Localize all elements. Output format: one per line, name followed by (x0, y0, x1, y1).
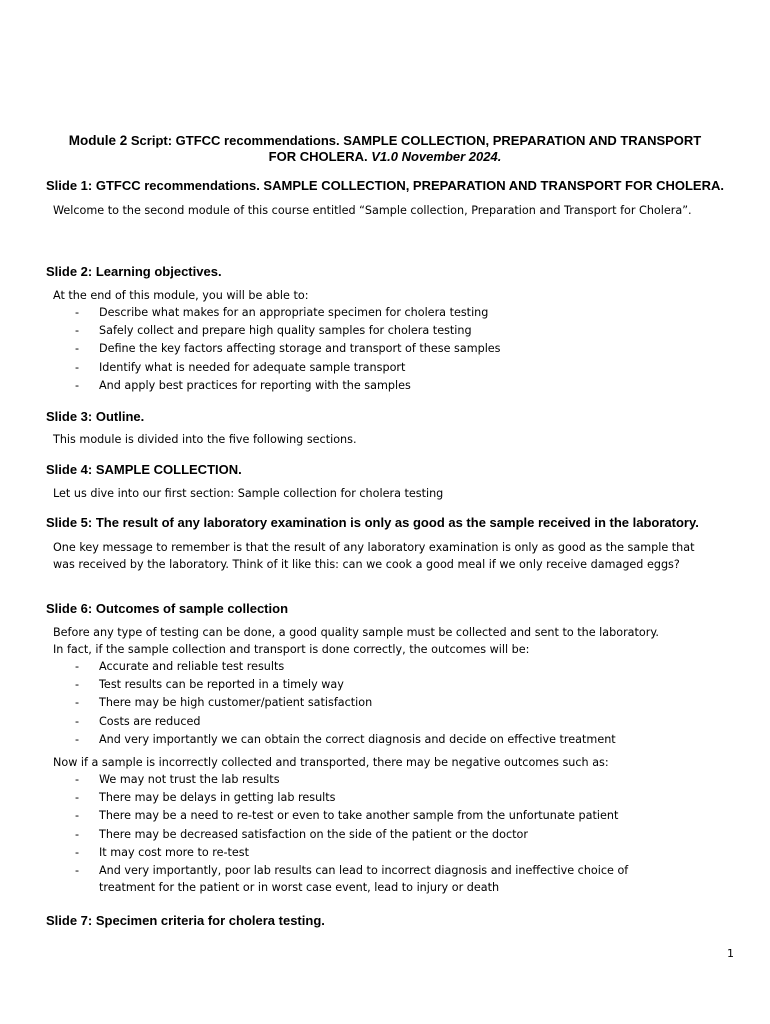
list-item: - And apply best practices for reporting with the samples (46, 377, 726, 395)
dash-marker: - (75, 809, 80, 823)
dash-marker: - (75, 732, 80, 746)
slide-3-heading: Slide 3: Outline. (46, 409, 145, 424)
list-item: - Costs are reduced (46, 713, 726, 731)
slide-5-section (46, 515, 726, 573)
list-item: - It may cost more to re-test (46, 844, 726, 862)
list-item: - Accurate and reliable test results (46, 658, 726, 676)
slide-6-section (46, 601, 726, 896)
list-item: - Describe what makes for an appropriate specimen for cholera testing (46, 304, 726, 322)
slide-6-negative-text: Now if a sample is incorrectly collected and transported, there may be negative outcomes such as: (53, 756, 609, 770)
dash-marker: - (75, 714, 80, 728)
slide-5-heading: Slide 5: The result of any laboratory examination is only as good as the sample received in the laboratory. (46, 515, 699, 530)
dash-marker: - (75, 660, 80, 673)
list-item: - We may not trust the lab results (46, 771, 726, 789)
dash-marker: - (75, 864, 80, 878)
slide-2-heading: Slide 2: Learning objectives. (46, 264, 222, 279)
list-item: - Identify what is needed for adequate sample transport (46, 359, 726, 377)
slide-1-section (46, 178, 726, 219)
dash-marker: - (75, 791, 80, 805)
slide-1-text: Welcome to the second module of this course entitled “Sample collection, Preparation and Transport for Cholera”. (53, 204, 692, 217)
list-item: - There may be decreased satisfaction on the side of the patient or the doctor (46, 826, 726, 844)
list-item: - There may be high customer/patient satisfaction (46, 694, 726, 712)
dash-marker: - (75, 360, 80, 374)
slide-2-section (46, 264, 726, 395)
list-item: - Define the key factors affecting storage and transport of these samples (46, 340, 726, 358)
slide-4-heading: Slide 4: SAMPLE COLLECTION. (46, 462, 242, 477)
list-item: - And very importantly, poor lab results can lead to incorrect diagnosis and ineffective choice of treatment for the patient or in worst case event, lead to injury or death (75, 864, 629, 895)
dash-marker: - (75, 342, 80, 356)
list-item: - There may be delays in getting lab results (46, 789, 726, 807)
slide-1-heading: Slide 1: GTFCC recommendations. SAMPLE COLLECTION, PREPARATION AND TRANSPORT FOR CHOLERA. (46, 178, 724, 193)
slide-2-bullet-list (46, 304, 726, 395)
slide-4-text: Let us dive into our first section: Sample collection for cholera testing (53, 487, 444, 500)
slide-6-outcomes-text: In fact, if the sample collection and transport is done correctly, the outcomes will be: (53, 643, 530, 656)
list-item: - Safely collect and prepare high quality samples for cholera testing (46, 322, 726, 340)
slide-7-section (46, 913, 726, 929)
slide-6-positive-outcomes-list (46, 658, 726, 749)
slide-6-heading: Slide 6: Outcomes of sample collection (46, 601, 289, 616)
slide-7-heading: Slide 7: Specimen criteria for cholera testing. (46, 913, 325, 928)
dash-marker: - (75, 324, 80, 338)
page-number: 1 (727, 947, 734, 960)
dash-marker: - (75, 773, 80, 787)
dash-marker: - (75, 827, 80, 841)
slide-4-section (46, 462, 726, 502)
dash-marker: - (75, 696, 80, 710)
slide-2-text: At the end of this module, you will be able to: (53, 289, 309, 302)
list-item: - Test results can be reported in a timely way (46, 676, 726, 694)
module-label: Module 2 (68, 133, 128, 148)
script-title: Script: GTFCC recommendations. SAMPLE COLLECTION, PREPARATION AND TRANSPORT FOR CHOLERA. (130, 133, 702, 164)
dash-marker: - (75, 306, 80, 319)
slide-5-text: One key message to remember is that the result of any laboratory examination is only as good as the sample that was received by the laboratory. Think of it like this: can we cook a good meal if we only receive damaged eggs? (53, 541, 695, 571)
dash-marker: - (75, 678, 80, 692)
list-item: - And very importantly we can obtain the correct diagnosis and decide on effective treatment (46, 731, 726, 749)
slide-3-text: This module is divided into the five following sections. (53, 433, 357, 446)
document-title (60, 133, 710, 165)
slide-6-negative-outcomes-list (46, 771, 726, 896)
dash-marker: - (75, 378, 80, 392)
slide-3-section (46, 409, 726, 448)
version-label: V1.0 November 2024. (371, 149, 502, 164)
list-item: - There may be a need to re-test or even to take another sample from the unfortunate patient (46, 807, 726, 825)
slide-6-intro-text: Before any type of testing can be done, a good quality sample must be collected and sent to the laboratory. (53, 626, 659, 639)
dash-marker: - (75, 845, 80, 859)
